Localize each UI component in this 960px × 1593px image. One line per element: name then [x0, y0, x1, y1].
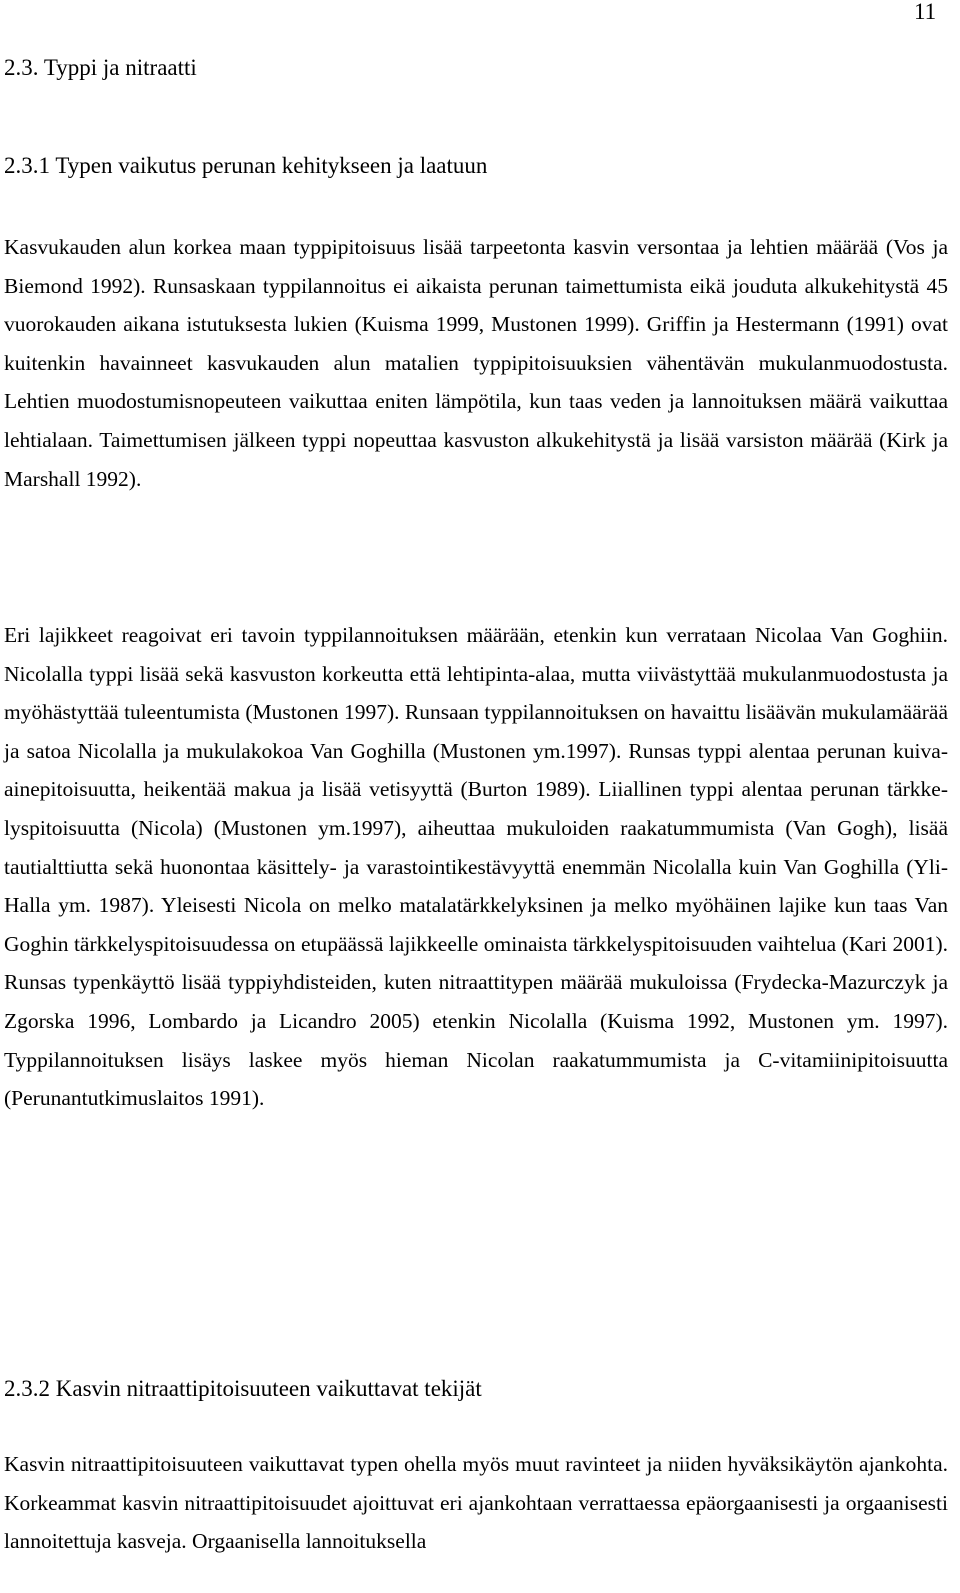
- paragraph-cultivar-differences: Eri lajikkeet reagoivat eri tavoin typpilannoituksen määrään, etenkin kun verrataan Nicolaa Van Goghiin. Nicolalla typpi lisää sekä kasvuston korkeutta että lehtipinta-alaa, mutta viivästyttää mukulanmuodostusta ja myöhästyttää tuleentumista (Mustonen 1997). Runsaan typpilannoituksen on havaittu lisäävän mukulamäärää ja satoa Nicolalla ja mukulakokoa Van Goghilla (Mustonen ym.1997). Runsas typpi alentaa perunan kuiva-ainepitoisuutta, heikentää makua ja lisää vetisyyttä (Burton 1989). Liiallinen typpi alentaa perunan tärkkelyspitoisuutta (Nicola) (Mustonen ym.1997), aiheuttaa mukuloiden raakatummumista (Van Gogh), lisää tautialttiutta sekä huonontaa käsittely- ja varastointikestävyyttä enemmän Nicolalla kuin Van Goghilla (Yli-Halla ym. 1987). Yleisesti Nicola on melko matalatärkkelyksinen ja melko myöhäinen lajike kun taas Van Goghin tärkkelyspitoisuudessa on etupäässä lajikkeelle ominaista tärkkelyspitoisuuden vaihtelua (Kari 2001). Runsas typenkäyttö lisää typpiyhdisteiden, kuten nitraattitypen määrää mukuloissa (Frydecka-Mazurczyk ja Zgorska 1996, Lombardo ja Licandro 2005) etenkin Nicolalla (Kuisma 1992, Mustonen ym. 1997). Typpilannoituksen lisäys laskee myös hieman Nicolan raakatummumista ja C-vitamiinipitoisuutta (Perunantutkimuslaitos 1991).: [4, 623, 948, 1111]
- paragraph-nitrate-factors: Kasvin nitraattipitoisuuteen vaikuttavat typen ohella myös muut ravinteet ja niiden hyväksikäytön ajankohta. Korkeammat kasvin nitraattipitoisuudet ajoittuvat eri ajankohtaan verrattaessa epäorgaanisesti ja orgaanisesti lannoitettuja kasveja. Orgaanisella lannoituksella: [4, 1452, 948, 1554]
- subsection-heading-2-3-2: 2.3.2 Kasvin nitraattipitoisuuteen vaikuttavat tekijät: [4, 1376, 482, 1401]
- page-number: 11: [914, 0, 937, 24]
- paragraph-nitrogen-early-growth: Kasvukauden alun korkea maan typpipitoisuus lisää tarpeetonta kasvin versontaa ja lehtien määrää (Vos ja Biemond 1992). Runsaskaan typpilannoitus ei aikaista perunan taimettumista eikä jouduta alkukehitystä 45 vuorokauden aikana istutuksesta lukien (Kuisma 1999, Mustonen 1999). Griffin ja Hestermann (1991) ovat kuitenkin havainneet kasvukauden alun matalien typpipitoisuuksien vähentävän mukulanmuodostusta. Lehtien muodostumisnopeuteen vaikuttaa eniten lämpötila, kun taas veden ja lannoituksen määrä vaikuttaa lehtialaan. Taimettumisen jälkeen typpi nopeuttaa kasvuston alkukehitystä ja lisää varsiston määrää (Kirk ja Marshall 1992).: [4, 235, 948, 491]
- subsection-heading-2-3-1: 2.3.1 Typen vaikutus perunan kehitykseen ja laatuun: [4, 153, 488, 178]
- section-heading: 2.3. Typpi ja nitraatti: [4, 55, 197, 80]
